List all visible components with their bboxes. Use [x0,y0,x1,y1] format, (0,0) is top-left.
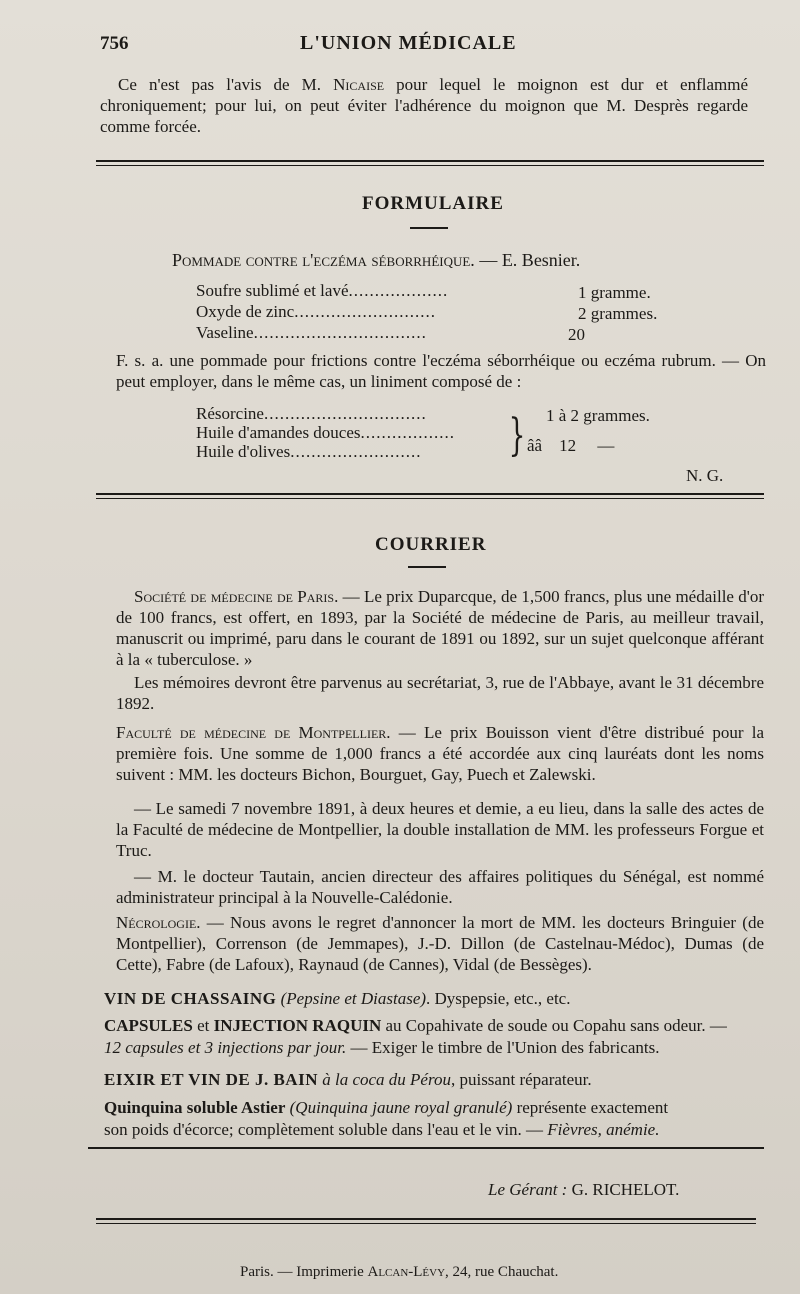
courrier-paragraph: Les mémoires devront être parvenus au secrétariat, 3, rue de l'Abbaye, avant le 31 décembre 1892. [116,673,764,713]
footer-rule [88,1147,764,1149]
ingredient-qty: 1 gramme. [578,283,651,302]
heading-dash [408,566,446,568]
advertisement-line: 12 capsules et 3 injections par jour. — Exiger le timbre de l'Union des fabricants. [104,1038,660,1057]
courrier-paragraph: Faculté de médecine de Montpellier. — Le prix Bouisson vient d'être distribué pour la première fois. Une somme de 1,000 francs a été accordée aux cinq lauréats dont les noms suivent : MM. les docteurs Bichon, Bourguet, Gay, Puech et Zalewski. [116,723,765,784]
liniment-qty: 1 à 2 grammes. [546,406,650,425]
ingredient-row: Oxyde de zinc........................... [196,302,436,321]
formulaire-heading: FORMULAIRE [362,193,504,214]
intro-paragraph: Ce n'est pas l'avis de M. Nicaise pour lequel le moignon est dur et enflammé chroniquement; pour lui, on peut éviter l'adhérence du moignon que M. Desprès regarde comme forcée. [100,75,748,136]
section-rule-top [96,493,764,495]
section-rule-bottom [96,498,764,499]
advertisement: Quinquina soluble Astier (Quinquina jaune royal granulé) représente exactement [104,1098,669,1117]
courrier-paragraph: Société de médecine de Paris. — Le prix Duparcque, de 1,500 francs, plus une médaille d'or de 100 francs, est offert, en 1893, par la Société de médecine de Paris, au meilleur travail, manuscrit ou imprimé, paru dans le courant de 1891 ou 1892, sur un sujet quelconque afférant à la « tuberculose. » [116,587,764,669]
advertisement-line: son poids d'écorce; complètement soluble dans l'eau et le vin. — Fièvres, anémie. [104,1120,660,1139]
section-rule-top [96,160,764,162]
liniment-row: Huile d'amandes douces.................. [196,423,456,442]
printer-imprint: Paris. — Imprimerie Alcan-Lévy, 24, rue Chauchat. [240,1264,559,1280]
liniment-shared-qty: ââ 12 — [527,436,615,455]
advertisement: CAPSULES et INJECTION RAQUIN au Copahivate de soude ou Copahu sans odeur. — [104,1016,727,1035]
liniment-row: Huile d'olives......................... [196,442,422,461]
signature-initials: N. G. [686,466,724,485]
footer-rule-thin [96,1223,756,1224]
courrier-paragraph: Nécrologie. — Nous avons le regret d'annoncer la mort de MM. les docteurs Bringuier (de Montpellier), Correnson (de Jemmapes), J.-D. Dillon (de Castelnau-Médoc), Dumas (de Cette), Fabre (de Lafoux), Raynaud (de Cannes), Vidal (de Bessèges). [116,913,764,974]
ingredient-row: Vaseline................................. [196,323,427,342]
heading-dash [410,227,448,229]
liniment-row: Résorcine............................... [196,404,427,423]
courrier-heading: COURRIER [375,534,487,555]
ingredient-qty: 2 grammes. [578,304,658,323]
courrier-paragraph: — M. le docteur Tautain, ancien directeur des affaires politiques du Sénégal, est nommé administrateur principal à la Nouvelle-Calédonie. [116,867,764,907]
ingredient-row: Soufre sublimé et lavé................... [196,281,449,300]
recipe-title: Pommade contre l'eczéma séborrhéique. — E. Besnier. [172,250,581,270]
ingredient-qty: 20 [568,325,585,344]
section-rule-bottom [96,165,764,166]
journal-title: L'UNION MÉDICALE [300,32,517,54]
page-number: 756 [100,33,129,54]
footer-rule [96,1218,756,1220]
courrier-paragraph: — Le samedi 7 novembre 1891, à deux heures et demie, a eu lieu, dans la salle des actes de la Faculté de médecine de Montpellier, la double installation de MM. les professeurs Forgue et Truc. [116,799,764,860]
brace-symbol: } [508,410,526,461]
advertisement: EIXIR ET VIN DE J. BAIN à la coca du Pérou, puissant réparateur. [104,1070,592,1089]
gerant-signature: Le Gérant : G. RICHELOT. [488,1180,680,1199]
advertisement: VIN DE CHASSAING (Pepsine et Diastase). Dyspepsie, etc., etc. [104,989,571,1008]
formulaire-text: F. s. a. une pommade pour frictions contre l'eczéma séborrhéique ou eczéma rubrum. — On peut employer, dans le même cas, un liniment composé de : [116,351,766,391]
